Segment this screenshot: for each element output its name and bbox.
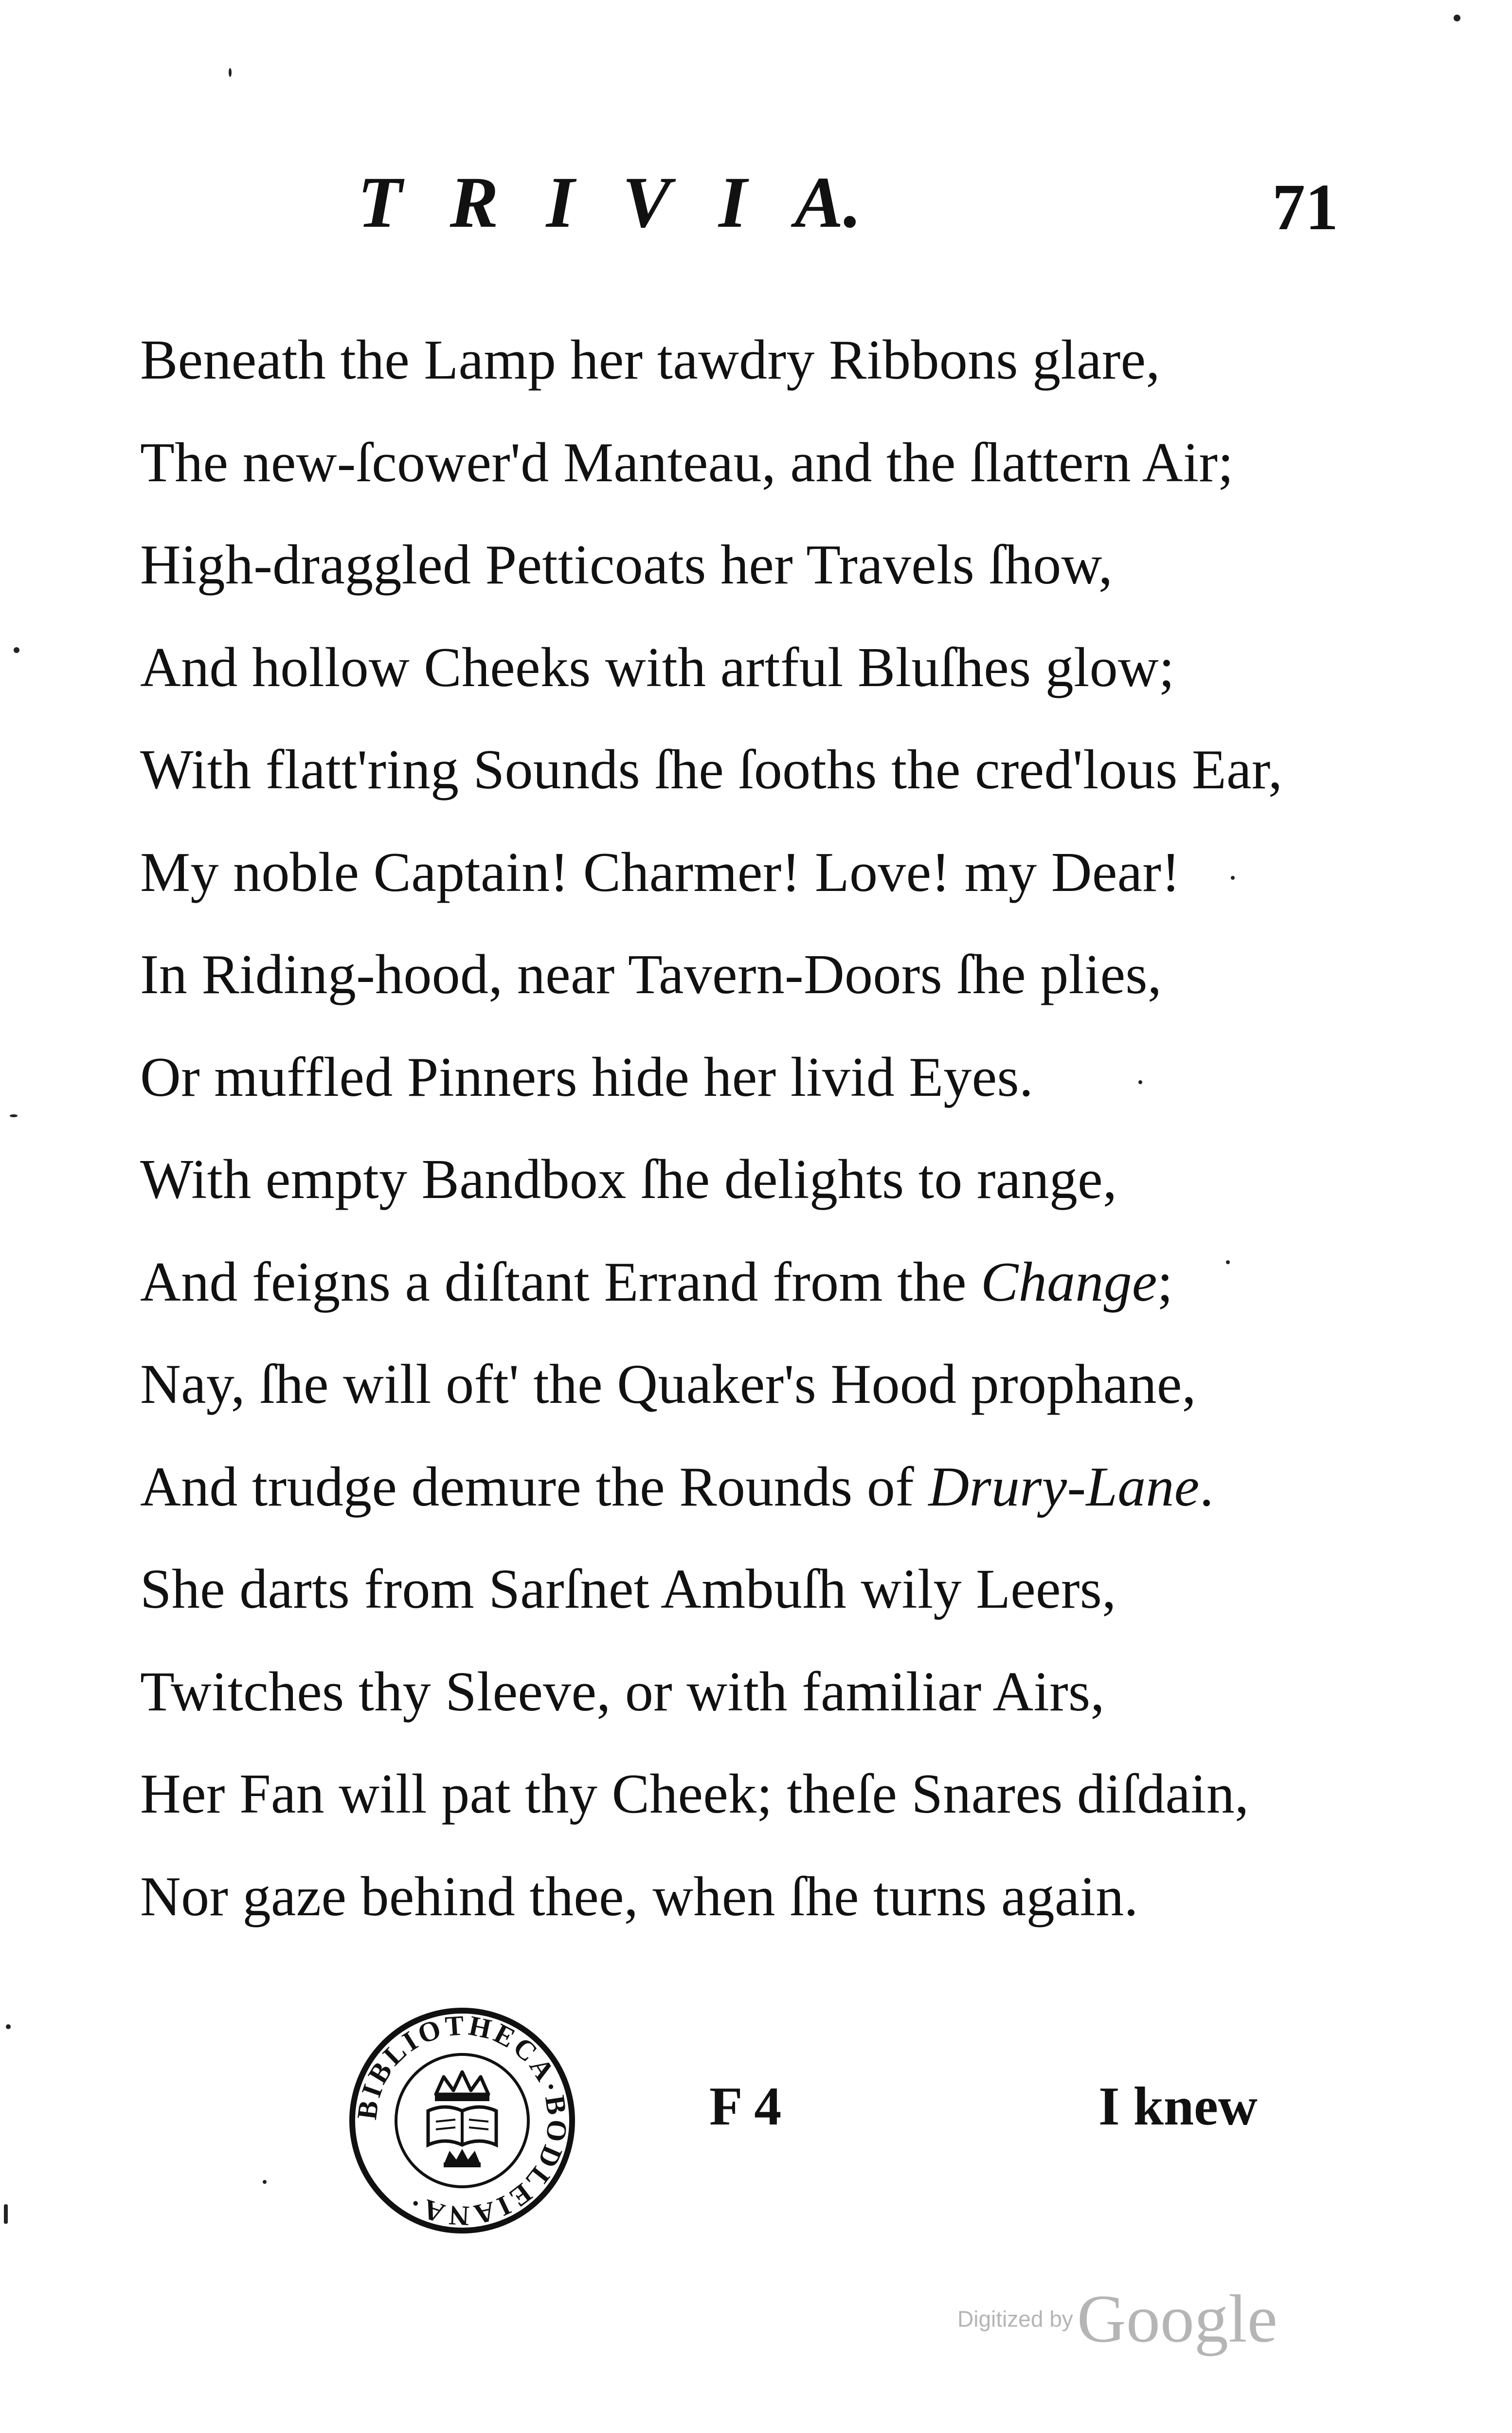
svg-text:BIBLIOTHECA·BODLEIANA·: BIBLIOTHECA·BODLEIANA·: [351, 2009, 574, 2232]
title-letter: I: [719, 162, 747, 243]
running-title: [358, 161, 909, 244]
title-letter: I: [546, 162, 575, 243]
ink-speck: [1226, 1260, 1230, 1264]
watermark-brand: Google: [1077, 2281, 1278, 2357]
ink-speck: [229, 68, 232, 77]
title-letter: R: [450, 162, 499, 243]
poem-line: Or muffled Pinners hide her livid Eyes.: [140, 1046, 1034, 1108]
catchword: I knew: [1098, 2076, 1258, 2137]
bodleian-library-stamp: [341, 1999, 584, 2242]
small-crown-icon: [444, 2149, 481, 2167]
ink-speck: [14, 647, 19, 653]
crown-icon: [435, 2072, 489, 2101]
ink-speck: [1231, 876, 1235, 880]
ink-speck: [10, 1114, 18, 1117]
open-book-icon: [428, 2107, 496, 2145]
poem-line: Nay, ſhe will oft' the Quaker's Hood prophane,: [140, 1353, 1196, 1416]
poem-line: My noble Captain! Charmer! Love! my Dear!: [140, 841, 1181, 904]
poem-text: [140, 328, 1283, 1967]
watermark-prefix: Digitized by: [957, 2306, 1073, 2332]
ink-speck: [263, 2180, 267, 2184]
poem-line: And trudge demure the Rounds of Drury-Lane.: [140, 1455, 1214, 1518]
poem-line: The new-ſcower'd Manteau, and the ſlattern Air;: [140, 431, 1234, 494]
poem-line: In Riding-hood, near Tavern-Doors ſhe plies,: [140, 944, 1162, 1006]
poem-line: With flatt'ring Sounds ſhe ſooths the cred'lous Ear,: [140, 739, 1283, 801]
poem-line: She darts from Sarſnet Ambuſh wily Leers,: [140, 1558, 1116, 1620]
poem-line: And feigns a diſtant Errand from the Change;: [140, 1251, 1173, 1313]
ink-speck: [1138, 1080, 1142, 1084]
digitized-by-google-watermark: [957, 2280, 1278, 2358]
poem-line: Her Fan will pat thy Cheek; theſe Snares diſdain,: [140, 1763, 1249, 1825]
title-letter: T: [358, 162, 402, 243]
poem-line: With empty Bandbox ſhe delights to range,: [140, 1148, 1117, 1211]
title-letter: A.: [794, 162, 862, 243]
signature-mark: F 4: [709, 2076, 782, 2137]
title-letter: V: [622, 162, 671, 243]
poem-line: And hollow Cheeks with artful Bluſhes glow;: [140, 636, 1175, 699]
poem-line: Beneath the Lamp her tawdry Ribbons glare,: [140, 329, 1160, 391]
page-number: 71: [1272, 171, 1338, 244]
ink-speck: [4, 2204, 8, 2224]
poem-line: High-draggled Petticoats her Travels ſhow,: [140, 534, 1113, 596]
ink-speck: [1454, 15, 1460, 21]
poem-line: Nor gaze behind thee, when ſhe turns again.: [140, 1865, 1138, 1928]
poem-line: Twitches thy Sleeve, or with familiar Airs,: [140, 1660, 1105, 1723]
ink-speck: [6, 2024, 11, 2029]
